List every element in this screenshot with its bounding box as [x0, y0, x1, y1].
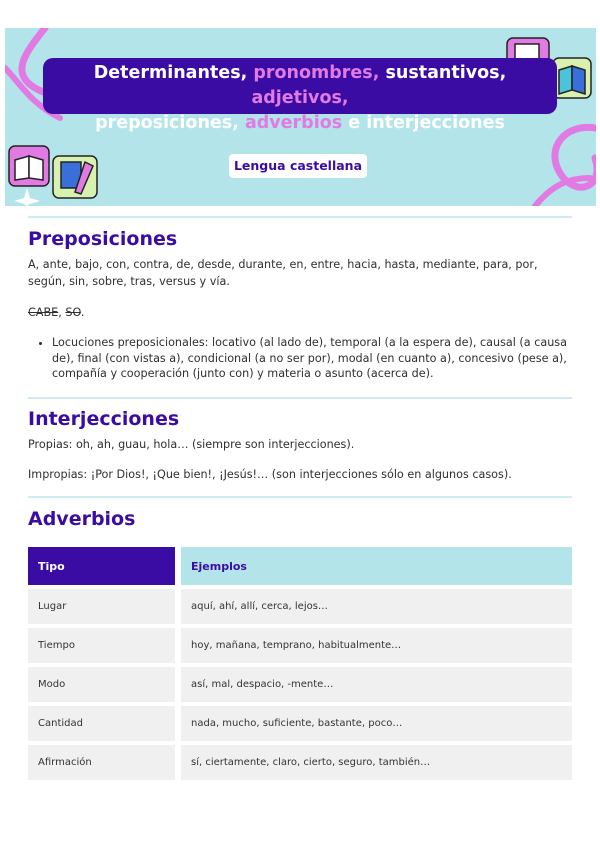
cell-tipo: Lugar	[28, 589, 181, 624]
column-header-ejemplos: Ejemplos	[181, 547, 572, 585]
title-part: adverbios	[244, 113, 349, 133]
column-header-tipo: Tipo	[28, 547, 181, 585]
separator: ,	[58, 306, 66, 319]
interjecciones-propias: Propias: oh, ah, guau, hola… (siempre son interjecciones).	[28, 438, 355, 451]
notebook-pen-icon	[53, 156, 97, 198]
locuciones-list	[28, 335, 582, 382]
open-book-icon	[9, 146, 49, 186]
heading-interjecciones: Interjecciones	[28, 408, 180, 430]
title-part: preposiciones,	[95, 113, 245, 133]
cell-tipo: Modo	[28, 667, 181, 702]
divider	[28, 216, 572, 218]
heading-preposiciones: Preposiciones	[28, 228, 178, 250]
title-part: e interjecciones	[348, 113, 505, 133]
cell-ejemplos: sí, ciertamente, claro, cierto, seguro, también…	[181, 745, 572, 780]
book-icon	[553, 58, 591, 98]
cell-ejemplos: nada, mucho, suficiente, bastante, poco…	[181, 706, 572, 741]
obsolete-prepositions	[28, 304, 573, 321]
struck-word: CABE	[28, 306, 59, 319]
table-header-row	[28, 547, 572, 585]
period: .	[80, 306, 85, 319]
cell-tipo: Cantidad	[28, 706, 181, 741]
table-row	[28, 706, 572, 741]
cell-ejemplos: aquí, ahí, allí, cerca, lejos…	[181, 589, 572, 624]
page-title	[43, 58, 557, 133]
title-part: Determinantes,	[93, 63, 254, 83]
ribbon-shape	[535, 178, 590, 206]
struck-word: SO	[65, 306, 81, 319]
table-row	[28, 628, 572, 663]
preposiciones-list: A, ante, bajo, con, contra, de, desde, durante, en, entre, hacia, hasta, mediante, para, por, según, sin, sobre, tras, versus y vía.	[28, 258, 538, 288]
cell-tipo: Tiempo	[28, 628, 181, 663]
title-part: sustantivos,	[385, 63, 507, 83]
list-item: • Locuciones preposicionales: locativo (al lado de), temporal (a la espera de), causal (a causa de), final (con vistas a), condicional (a no ser por), modal (en cuanto a), concesivo (pese a), compañía y cooperación (junto con) y materia o asunto (acerca de).	[52, 335, 582, 382]
interjecciones-impropias: Impropias: ¡Por Dios!, ¡Que bien!, ¡Jesús!… (son interjecciones sólo en algunos casos).	[28, 468, 512, 481]
divider	[28, 397, 572, 399]
title-part: pronombres,	[253, 63, 386, 83]
title-part: adjetivos,	[251, 88, 349, 108]
cell-ejemplos: hoy, mañana, temprano, habitualmente…	[181, 628, 572, 663]
header-banner	[5, 28, 596, 206]
table-row	[28, 589, 572, 624]
table-row	[28, 667, 572, 702]
heading-adverbios: Adverbios	[28, 508, 136, 530]
cell-tipo: Afirmación	[28, 745, 181, 780]
table-row	[28, 745, 572, 780]
cell-ejemplos: así, mal, despacio, -mente…	[181, 667, 572, 702]
divider	[28, 496, 572, 498]
adverbios-table	[28, 543, 572, 784]
sparkle-icon	[14, 188, 40, 206]
subtitle-badge: Lengua castellana	[229, 154, 367, 178]
